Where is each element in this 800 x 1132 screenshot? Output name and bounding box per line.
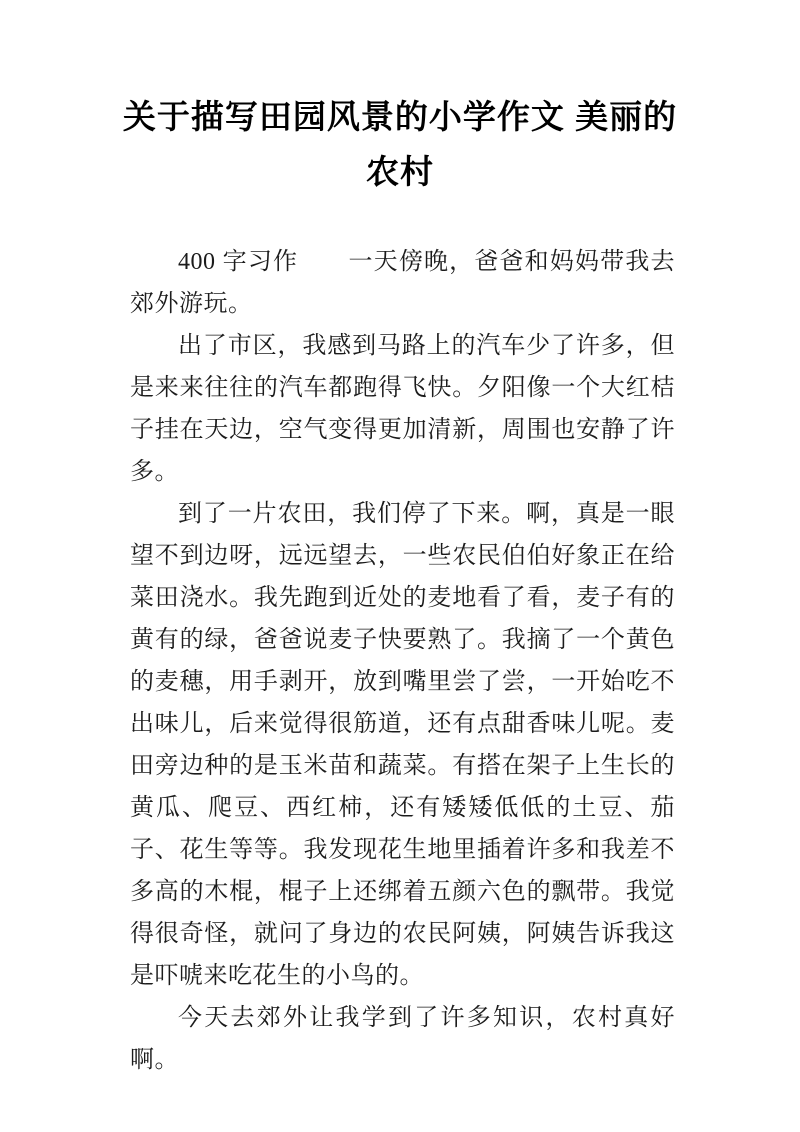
paragraph-intro: 400 字习作 一天傍晚，爸爸和妈妈带我去郊外游玩。 [130, 249, 675, 317]
page-title [40, 89, 760, 199]
essay-body [130, 241, 675, 1081]
paragraph-journey: 出了市区，我感到马路上的汽车少了许多，但是来来往往的汽车都跑得飞快。夕阳像一个大红桔子挂在天边，空气变得更加清新，周围也安静了许多。 [130, 333, 675, 485]
page-title-line2: 农村 [366, 153, 434, 190]
page-title-line1: 关于描写田园风景的小学作文 美丽的 [122, 98, 678, 135]
paragraph-farmland: 到了一片农田，我们停了下来。啊，真是一眼望不到边呀，远远望去，一些农民伯伯好象正在给菜田浇水。我先跑到近处的麦地看了看，麦子有的黄有的绿，爸爸说麦子快要熟了。我摘了一个黄色的麦穗，用手剥开，放到嘴里尝了尝，一开始吃不出味儿，后来觉得很筋道，还有点甜香味儿呢。麦田旁边种的是玉米苗和蔬菜。有搭在架子上生长的黄瓜、爬豆、西红柿，还有矮矮低低的土豆、茄子、花生等等。我发现花生地里插着许多和我差不多高的木棍，棍子上还绑着五颜六色的飘带。我觉得很奇怪，就问了身边的农民阿姨，阿姨告诉我这是吓唬来吃花生的小鸟的。 [130, 501, 675, 989]
paragraph-conclusion: 今天去郊外让我学到了许多知识，农村真好啊。 [130, 1005, 675, 1073]
